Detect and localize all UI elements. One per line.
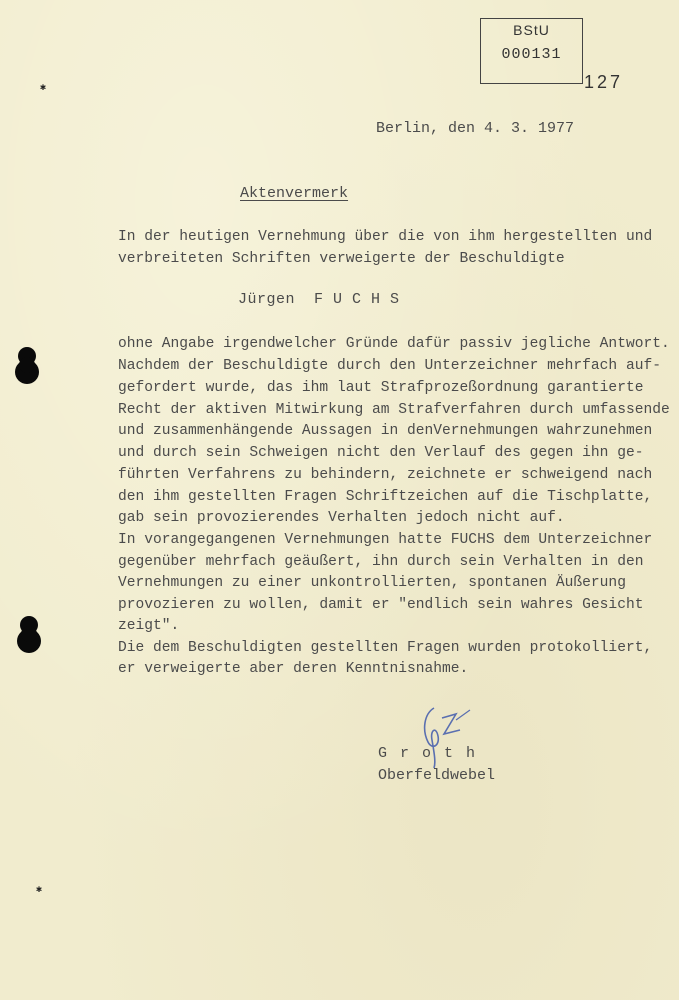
body-line: Vernehmungen zu einer unkontrollierten, spontanen Äußerung: [118, 575, 626, 591]
punch-hole-bottom: [14, 614, 44, 654]
body-line: und zusammenhängende Aussagen in denVernehmungen wahrzunehmen: [118, 423, 653, 439]
body-line: er verweigerte aber deren Kenntnisnahme.: [118, 661, 469, 677]
body-line: den ihm gestellten Fragen Schriftzeichen auf die Tischplatte,: [118, 489, 653, 505]
signer-name: G r o t h: [378, 745, 478, 762]
accused-name: Jürgen F U C H S: [238, 291, 400, 308]
body-line: provozieren zu wollen, damit er "endlich sein wahres Gesicht: [118, 597, 644, 613]
intro-line: verbreiteten Schriften verweigerte der Beschuldigte: [118, 251, 565, 267]
ink-speck: ✱: [36, 885, 43, 896]
body-line: gefordert wurde, das ihm laut Strafprozeßordnung garantierte: [118, 380, 644, 396]
signer-rank: Oberfeldwebel: [378, 767, 496, 784]
punch-hole-top: [12, 345, 42, 385]
archive-stamp: [480, 18, 583, 84]
page-number: 127: [584, 72, 624, 92]
stamp-number: 000131: [501, 46, 562, 63]
body-line: gab sein provozierendes Verhalten jedoch nicht auf.: [118, 510, 565, 526]
body-line: ohne Angabe irgendwelcher Gründe dafür passiv jegliche Antwort.: [118, 336, 670, 352]
body-line: Recht der aktiven Mitwirkung am Strafverfahren durch umfassende: [118, 402, 670, 418]
intro-line: In der heutigen Vernehmung über die von ihm hergestellten und: [118, 229, 653, 245]
body-line: und durch sein Schweigen nicht den Verlauf des gegen ihn ge-: [118, 445, 644, 461]
body-line: führten Verfahrens zu behindern, zeichnete er schweigend nach: [118, 467, 653, 483]
body-line: gegenüber mehrfach geäußert, ihn durch sein Verhalten in den: [118, 554, 644, 570]
body-line: Nachdem der Beschuldigte durch den Unterzeichner mehrfach auf-: [118, 358, 661, 374]
ink-speck: ✱: [40, 83, 47, 94]
body-line: zeigt".: [118, 618, 180, 634]
date-line: Berlin, den 4. 3. 1977: [376, 120, 575, 137]
body-line: Die dem Beschuldigten gestellten Fragen wurden protokolliert,: [118, 640, 653, 656]
body-line: In vorangegangenen Vernehmungen hatte FUCHS dem Unterzeichner: [118, 532, 653, 548]
stamp-title: BStU: [513, 22, 550, 38]
document-title: Aktenvermerk: [240, 185, 349, 202]
